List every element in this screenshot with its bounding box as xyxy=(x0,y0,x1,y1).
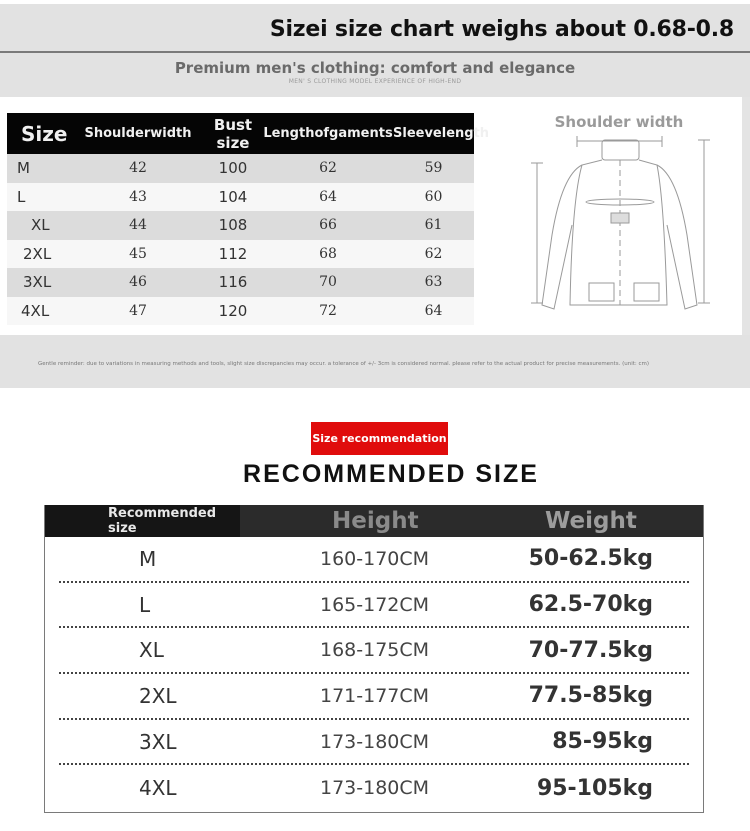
cell-sleeve: 61 xyxy=(424,217,443,234)
table-row xyxy=(7,154,474,183)
header-bust-size: Bust size xyxy=(213,115,253,152)
cell-size: 2XL xyxy=(23,244,52,263)
cell-sleeve: 60 xyxy=(424,188,443,205)
cell-size: XL xyxy=(31,216,50,235)
size-recommendation-badge: Size recommendation xyxy=(311,422,448,455)
header-band xyxy=(0,4,750,97)
recommended-size-body xyxy=(45,537,703,811)
table-row xyxy=(59,583,689,629)
cell-weight: 85-95kg xyxy=(552,729,653,755)
cell-sleeve: 64 xyxy=(424,302,443,319)
cell-weight: 95-105kg xyxy=(536,775,653,801)
cell-length: 62 xyxy=(319,160,337,177)
cell-shoulder: 43 xyxy=(129,188,147,205)
header-recommended-size: Recommended size xyxy=(45,505,240,537)
cell-size: M xyxy=(17,159,30,178)
table-row xyxy=(7,183,474,212)
cell-height: 165-172CM xyxy=(320,593,430,616)
cell-sleeve: 63 xyxy=(424,274,443,291)
cell-shoulder: 45 xyxy=(129,245,147,262)
cell-size: 3XL xyxy=(139,729,177,754)
cell-bust: 104 xyxy=(218,187,248,206)
cell-size: 3XL xyxy=(23,273,52,292)
table-row xyxy=(7,268,474,297)
header-height: Height xyxy=(332,508,419,534)
subtitle: Premium men's clothing: comfort and elegance xyxy=(174,59,576,77)
cell-size: XL xyxy=(139,638,164,663)
table-row xyxy=(7,297,474,326)
cell-bust: 116 xyxy=(218,273,248,292)
diagram-side-strip xyxy=(742,97,750,337)
cell-weight: 70-77.5kg xyxy=(528,637,653,663)
cell-size: L xyxy=(139,592,151,617)
table-row xyxy=(59,628,689,674)
header-shoulder-width: Shoulderwidth xyxy=(84,126,192,141)
table-row xyxy=(7,240,474,269)
cell-shoulder: 47 xyxy=(129,302,147,319)
cell-bust: 120 xyxy=(218,301,248,320)
cell-length: 66 xyxy=(319,217,337,234)
table-row xyxy=(59,765,689,811)
cell-shoulder: 42 xyxy=(129,160,147,177)
cell-size: L xyxy=(17,187,26,206)
table-row xyxy=(7,211,474,240)
cell-height: 173-180CM xyxy=(320,730,430,753)
header-sleeve-length: Sleevelength xyxy=(393,126,490,141)
cell-height: 173-180CM xyxy=(320,777,430,800)
cell-size: 2XL xyxy=(139,683,177,708)
page-title: Sizei size chart weighs about 0.68-0.8 xyxy=(269,17,734,42)
cell-length: 72 xyxy=(319,302,337,319)
cell-size: M xyxy=(139,546,157,571)
header-garment-length: Lengthofgaments xyxy=(263,126,393,141)
recommended-size-table xyxy=(44,505,704,813)
cell-bust: 108 xyxy=(218,216,248,235)
recommended-size-header xyxy=(45,505,703,537)
diagram-label: Shoulder width xyxy=(554,113,684,131)
cell-weight: 50-62.5kg xyxy=(528,546,653,572)
table-row xyxy=(59,720,689,766)
cell-height: 168-175CM xyxy=(320,639,430,662)
table-row xyxy=(59,537,689,583)
garment-diagram xyxy=(492,105,742,327)
size-chart-header xyxy=(7,113,490,154)
cell-sleeve: 62 xyxy=(424,245,443,262)
header-size: Size xyxy=(21,121,68,146)
cell-weight: 77.5-85kg xyxy=(528,683,653,709)
cell-length: 68 xyxy=(319,245,337,262)
reminder-band xyxy=(0,335,750,388)
measurement-reminder: Gentle reminder: due to variations in measuring methods and tools, slight size discrepancies may occur. a tolerance of +/- 3cm is considered normal. please refer to the actual product for precise measurements. (unit: cm) xyxy=(38,361,650,367)
cell-height: 171-177CM xyxy=(320,684,430,707)
cell-bust: 112 xyxy=(218,244,248,263)
table-row xyxy=(59,674,689,720)
title-divider xyxy=(0,51,750,53)
cell-height: 160-170CM xyxy=(320,547,430,570)
cell-length: 64 xyxy=(319,188,337,205)
cell-sleeve: 59 xyxy=(424,160,443,177)
cell-shoulder: 44 xyxy=(129,217,147,234)
cell-length: 70 xyxy=(319,274,337,291)
header-weight: Weight xyxy=(545,508,637,534)
cell-bust: 100 xyxy=(218,159,248,178)
jacket-measurement-icon xyxy=(492,105,742,327)
cell-size: 4XL xyxy=(21,301,50,320)
cell-size: 4XL xyxy=(139,776,177,801)
cell-shoulder: 46 xyxy=(129,274,147,291)
size-chart-table xyxy=(7,113,490,325)
size-chart-body xyxy=(7,154,474,325)
cell-weight: 62.5-70kg xyxy=(528,592,653,618)
subtitle-small: MEN' S CLOTHING MODEL EXPERIENCE OF HIGH-END xyxy=(288,78,462,85)
recommended-size-title: RECOMMENDED SIZE xyxy=(243,460,539,488)
